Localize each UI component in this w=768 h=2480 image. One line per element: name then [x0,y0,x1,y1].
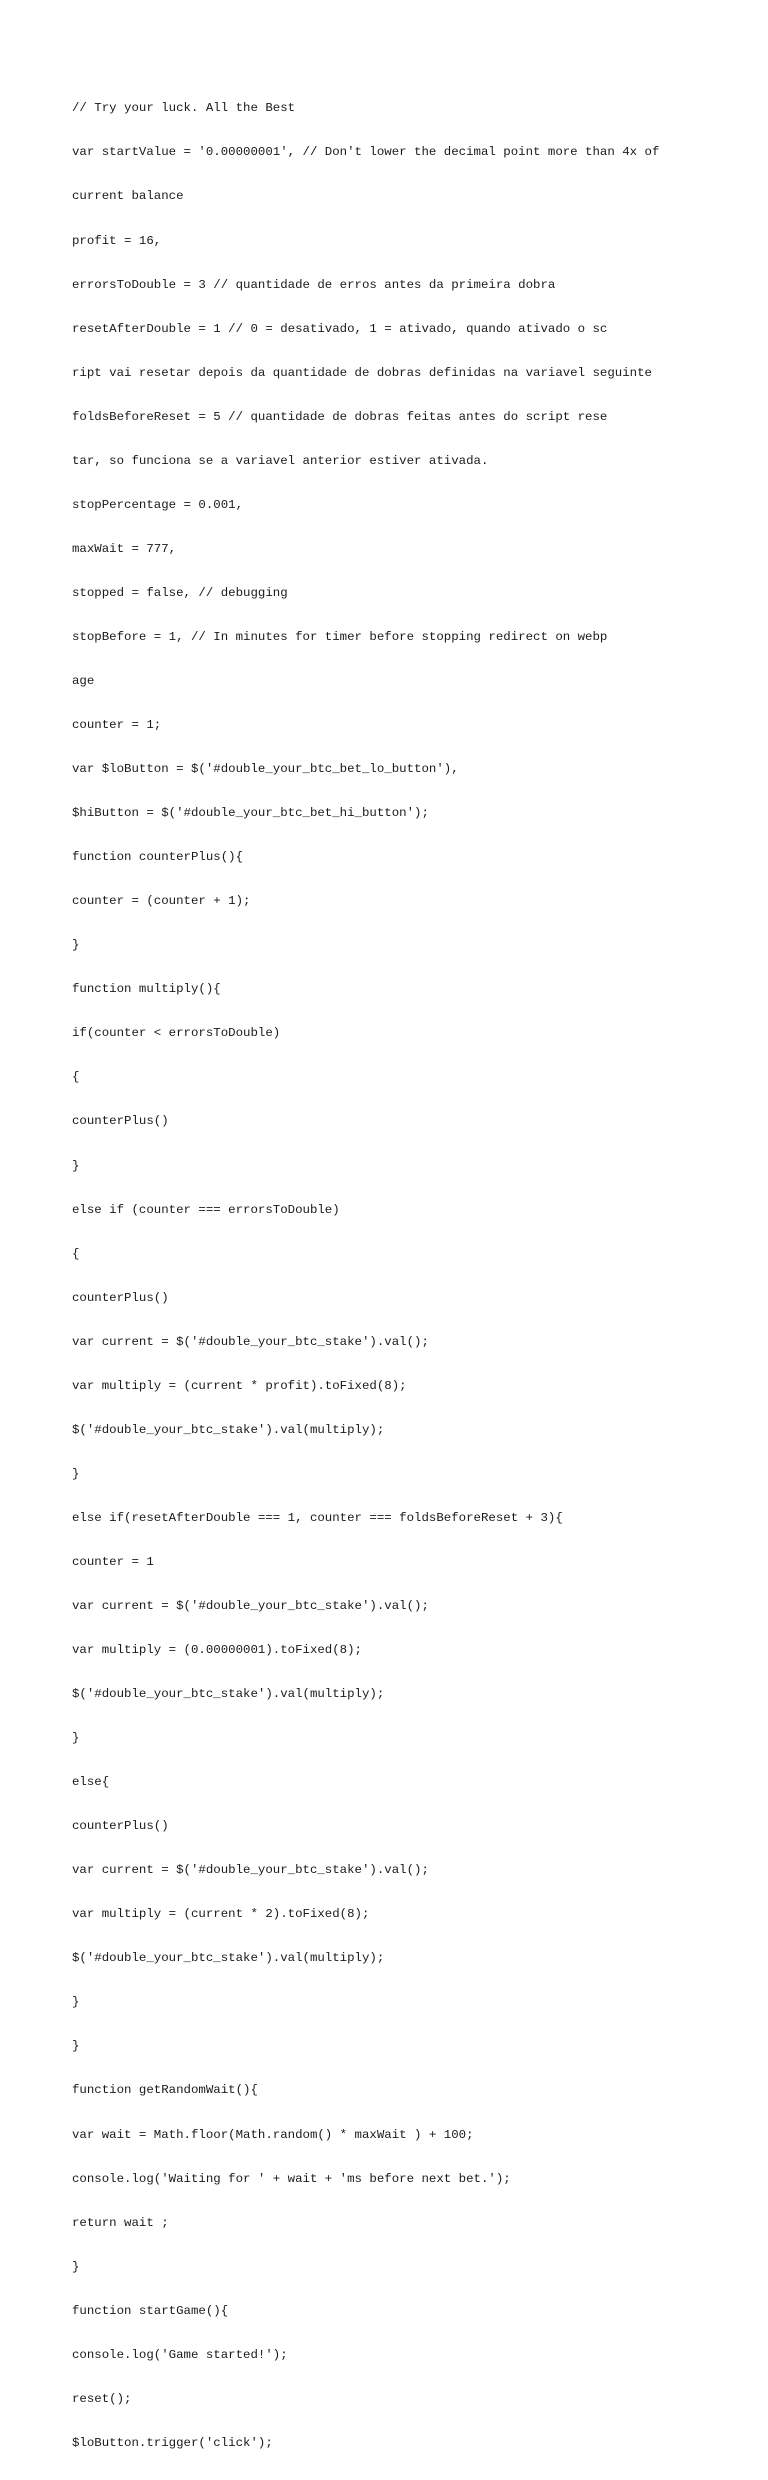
code-line: maxWait = 777, [72,541,177,556]
code-line: age [72,673,95,688]
code-line: $loButton.trigger('click'); [72,2435,273,2450]
code-line: tar, so funciona se a variavel anterior estiver ativada. [72,453,489,468]
code-line: counterPlus() [72,1114,169,1129]
code-line: // Try your luck. All the Best [72,101,296,116]
code-line: counterPlus() [72,1819,169,1834]
code-line: } [72,1995,80,2010]
code-line: counter = 1 [72,1554,154,1569]
code-line: var multiply = (0.00000001).toFixed(8); [72,1643,362,1658]
code-line: reset(); [72,2391,132,2406]
code-line: function multiply(){ [72,982,221,997]
code-line: var $loButton = $('#double_your_btc_bet_lo_button'), [72,762,459,777]
code-line: if(counter < errorsToDouble) [72,1026,281,1041]
code-line: } [72,2259,80,2274]
code-line: $hiButton = $('#double_your_btc_bet_hi_button'); [72,806,429,821]
code-line: resetAfterDouble = 1 // 0 = desativado, 1 = ativado, quando ativado o sc [72,321,608,336]
code-line: var current = $('#double_your_btc_stake').val(); [72,1598,429,1613]
code-line: stopPercentage = 0.001, [72,497,244,512]
code-line: $('#double_your_btc_stake').val(multiply); [72,1687,385,1702]
code-line: errorsToDouble = 3 // quantidade de erros antes da primeira dobra [72,277,556,292]
code-line: var startValue = '0.00000001', // Don't lower the decimal point more than 4x of [72,145,660,160]
code-line: var multiply = (current * profit).toFixed(8); [72,1378,407,1393]
code-line: stopped = false, // debugging [72,585,288,600]
code-line: current balance [72,189,184,204]
code-line: counter = 1; [72,718,162,733]
code-line: else if(resetAfterDouble === 1, counter === foldsBeforeReset + 3){ [72,1510,563,1525]
code-line: counter = (counter + 1); [72,894,251,909]
code-block [72,72,732,2480]
code-line: { [72,1070,80,1085]
code-line: var multiply = (current * 2).toFixed(8); [72,1907,370,1922]
code-line: profit = 16, [72,233,162,248]
code-line: } [72,2039,80,2054]
code-line: { [72,1246,80,1261]
code-line: $('#double_your_btc_stake').val(multiply); [72,1422,385,1437]
code-line: else if (counter === errorsToDouble) [72,1202,340,1217]
code-line: } [72,1466,80,1481]
code-line: function getRandomWait(){ [72,2083,258,2098]
code-line: ript vai resetar depois da quantidade de dobras definidas na variavel seguinte [72,365,652,380]
code-line: counterPlus() [72,1290,169,1305]
code-line: var wait = Math.floor(Math.random() * maxWait ) + 100; [72,2127,474,2142]
code-line: else{ [72,1775,110,1790]
code-line: var current = $('#double_your_btc_stake').val(); [72,1334,429,1349]
code-line: } [72,1158,80,1173]
code-line: $('#double_your_btc_stake').val(multiply); [72,1951,385,1966]
code-line: } [72,1731,80,1746]
code-line: function startGame(){ [72,2303,229,2318]
code-line: var current = $('#double_your_btc_stake').val(); [72,1863,429,1878]
code-line: console.log('Waiting for ' + wait + 'ms before next bet.'); [72,2171,511,2186]
code-line: console.log('Game started!'); [72,2347,288,2362]
code-line: function counterPlus(){ [72,850,244,865]
code-line: stopBefore = 1, // In minutes for timer before stopping redirect on webp [72,629,608,644]
code-line: foldsBeforeReset = 5 // quantidade de dobras feitas antes do script rese [72,409,608,424]
code-line: return wait ; [72,2215,169,2230]
code-line: } [72,938,80,953]
